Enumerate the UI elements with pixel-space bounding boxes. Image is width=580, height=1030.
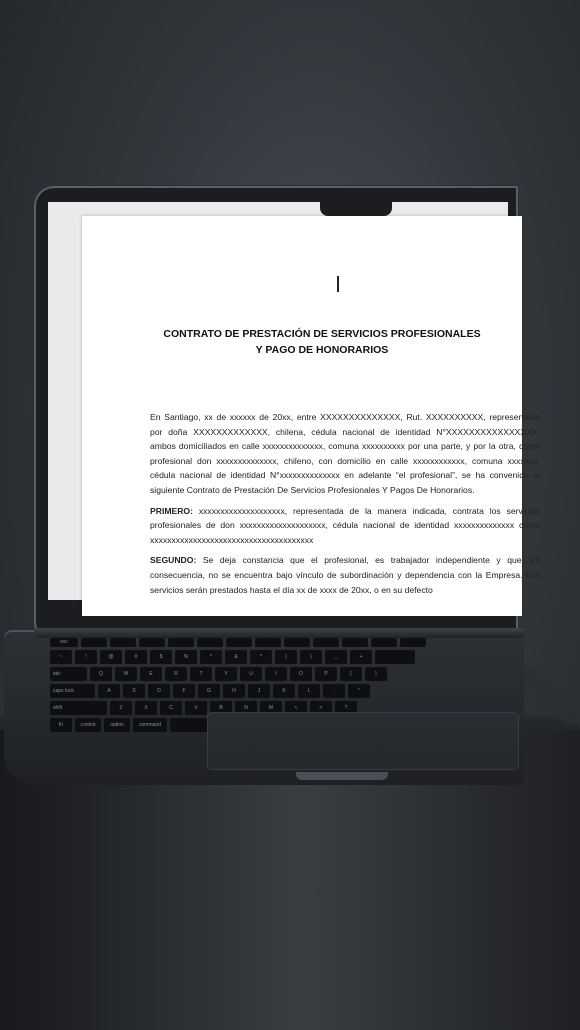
key-esc[interactable]: esc [50, 638, 78, 647]
key-shift-left[interactable]: shift [50, 701, 107, 715]
document-title [142, 326, 502, 358]
keyboard-row-numbers [50, 650, 520, 664]
key-f6[interactable] [226, 638, 252, 647]
keyboard-row-function [50, 638, 520, 647]
key-bracket-right[interactable]: } [365, 667, 387, 681]
key-caps-lock[interactable]: caps lock [50, 684, 95, 698]
key-minus[interactable]: _ [325, 650, 347, 664]
key-q[interactable]: Q [90, 667, 112, 681]
key-f11[interactable] [371, 638, 397, 647]
key-3[interactable]: # [125, 650, 147, 664]
key-n[interactable]: N [235, 701, 257, 715]
key-o[interactable]: O [290, 667, 312, 681]
key-m[interactable]: M [260, 701, 282, 715]
key-7[interactable]: & [225, 650, 247, 664]
key-l[interactable]: L [298, 684, 320, 698]
key-g[interactable]: G [198, 684, 220, 698]
segundo-text: Se deja constancia que el profesional, es trabajador independiente y que, en consecuencia, no se encuentra bajo vínculo de subordinación y dependencia con la Empresa. Los servicios serán prestados hasta el día xx de xxxx de 20xx, o en su defecto [150, 555, 540, 595]
key-a[interactable]: A [98, 684, 120, 698]
key-8[interactable]: * [250, 650, 272, 664]
keyboard [50, 638, 520, 728]
paragraph-segundo [150, 553, 540, 597]
key-tab[interactable]: tab [50, 667, 87, 681]
key-f5[interactable] [197, 638, 223, 647]
key-h[interactable]: H [223, 684, 245, 698]
key-w[interactable]: W [115, 667, 137, 681]
key-comma[interactable]: < [285, 701, 307, 715]
key-1[interactable]: ! [75, 650, 97, 664]
key-f4[interactable] [168, 638, 194, 647]
title-line-1: CONTRATO DE PRESTACIÓN DE SERVICIOS PROFESIONALES [163, 328, 481, 340]
key-f8[interactable] [284, 638, 310, 647]
key-2[interactable]: @ [100, 650, 122, 664]
key-delete[interactable] [375, 650, 415, 664]
key-k[interactable]: K [273, 684, 295, 698]
document-page[interactable] [82, 216, 540, 616]
key-f9[interactable] [313, 638, 339, 647]
trackpad[interactable] [208, 713, 518, 769]
camera-notch [320, 202, 392, 216]
laptop-hinge [34, 628, 524, 638]
key-f2[interactable] [110, 638, 136, 647]
key-e[interactable]: E [140, 667, 162, 681]
key-x[interactable]: X [135, 701, 157, 715]
key-command-left[interactable]: command [133, 718, 167, 732]
key-6[interactable]: ^ [200, 650, 222, 664]
front-notch [296, 772, 388, 780]
document-body [150, 410, 540, 603]
text-cursor [337, 276, 339, 292]
key-bracket-left[interactable]: { [340, 667, 362, 681]
key-b[interactable]: B [210, 701, 232, 715]
key-u[interactable]: U [240, 667, 262, 681]
key-f1[interactable] [81, 638, 107, 647]
key-period[interactable]: > [310, 701, 332, 715]
primero-label: PRIMERO: [150, 505, 193, 516]
key-f3[interactable] [139, 638, 165, 647]
key-t[interactable]: T [190, 667, 212, 681]
key-d[interactable]: D [148, 684, 170, 698]
keyboard-row-home [50, 684, 520, 698]
key-f[interactable]: F [173, 684, 195, 698]
key-5[interactable]: % [175, 650, 197, 664]
key-r[interactable]: R [165, 667, 187, 681]
key-fn[interactable]: fn [50, 718, 72, 732]
primero-text: xxxxxxxxxxxxxxxxxxxx, representada de la manera indicada, contrata los servicios profesionales de don xxxxxxxxxxxxxxxxxxxx, cédula nacional de identidad xxxxxxxxxxxxxx como xxxxxxxxxxxxxxxxxxxxxxxxxxxxxxxxxxxxxx [150, 505, 540, 545]
segundo-label: SEGUNDO: [150, 555, 197, 566]
key-equals[interactable]: + [350, 650, 372, 664]
key-z[interactable]: Z [110, 701, 132, 715]
key-y[interactable]: Y [215, 667, 237, 681]
key-tilde[interactable]: ~ [50, 650, 72, 664]
key-v[interactable]: V [185, 701, 207, 715]
title-line-2: Y PAGO DE HONORARIOS [255, 344, 389, 356]
key-f10[interactable] [342, 638, 368, 647]
key-4[interactable]: $ [150, 650, 172, 664]
key-p[interactable]: P [315, 667, 337, 681]
key-slash[interactable]: ? [335, 701, 357, 715]
keyboard-row-top [50, 667, 520, 681]
key-option-left[interactable]: option [104, 718, 130, 732]
paragraph-primero [150, 504, 540, 548]
key-f12[interactable] [400, 638, 426, 647]
key-s[interactable]: S [123, 684, 145, 698]
key-i[interactable]: I [265, 667, 287, 681]
key-quote[interactable]: " [348, 684, 370, 698]
key-semicolon[interactable]: : [323, 684, 345, 698]
key-9[interactable]: ( [275, 650, 297, 664]
key-c[interactable]: C [160, 701, 182, 715]
key-control[interactable]: control [75, 718, 101, 732]
paragraph-intro: En Santiago, xx de xxxxxx de 20xx, entre XXXXXXXXXXXXXX, Rut. XXXXXXXXXX, representada por doña XXXXXXXXXXXXX, chilena, cédula nacional de identidad N°XXXXXXXXXXXXXXXX, ambos domiciliados en calle xxxxxxxxxxxxxx, comuna xxxxxxxxxx por una parte, y por la otra, como profesional don xxxxxxxxxxxxxx, chileno, con domicilio en calle xxxxxxxxxxxx, comuna xxxxxxx, cédula nacional de identidad N°xxxxxxxxxxxxxx en adelante “el profesional”, se ha convenido el siguiente Contrato de Prestación De Servicios Profesionales Y Pagos De Honorarios. [150, 412, 540, 495]
key-0[interactable]: ) [300, 650, 322, 664]
key-j[interactable]: J [248, 684, 270, 698]
key-f7[interactable] [255, 638, 281, 647]
